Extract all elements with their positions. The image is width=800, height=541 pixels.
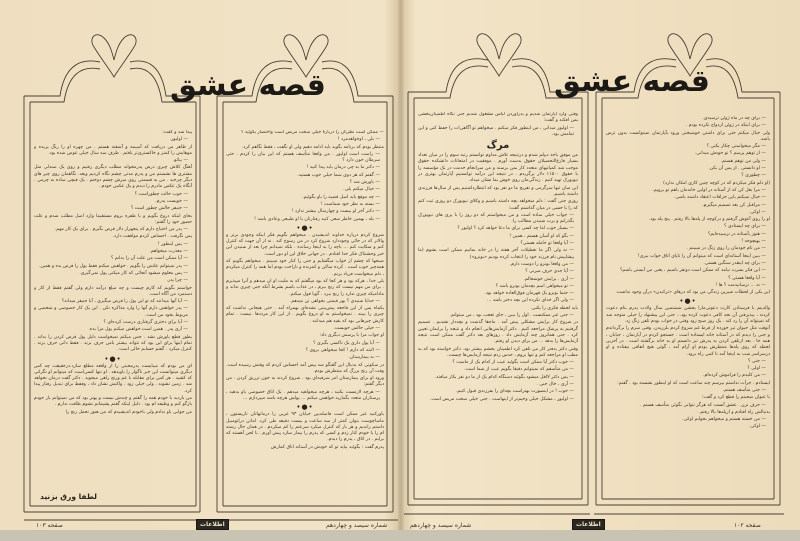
dialogue-line: — جنی ؟ [747,358,766,364]
magazine-logo: ﺍﻃﻼﻋﺎﺕ [572,519,605,530]
dialogue-line: — جنیفر حالش چطور است ؟ [130,206,188,212]
dialogue-line: — پس اینطور ! [157,241,188,247]
dialogue-line: — من کلیدم را فراموش کرده‌ام. [703,373,766,379]
page-number: صفحه ۱۰۳ [36,522,63,529]
dialogue-line: — من متأسفم که نمیتوانم دقیقا بگویم عیب از شما است. [464,367,574,373]
issue-label: شماره سیصد و چهاردهم [326,522,388,529]
page-number: صفحه ۱۰۲ [734,522,761,529]
paragraph: منتظر بودم که برنامه بگوید باید ادامه دهیم ولی او نگفت ، فقط نگاهم کرد. [241,144,384,150]
dialogue-line: — مرا بغل کن که از آستانه در اولین خانه‌مان باهم تو برویم. [652,187,766,193]
paragraph: باورکنید غیر ممکن است فاصله‌بین خیابان ۹۳ غربی را درمانهاتان تاریستون ، ماساچوست بتوان کمتر از سه ساعت و بیست دقیقه طی کرد. اماتن دراتومبیل داشتم راندیم و هر بار که کنترل میکرد سرعتم را کم میکردم . در همان حال رشته ام را با خودم کنار زدم و کسی که پدرم را بیمار سازد پیش آورم . با لحن آهسته که برایم . در اتاق ، پدرم را دیدم. [226,412,384,443]
dialogue-line: — بسیار خوب اما چه کسی برای ما دعا خواهد کرد ؟ اولیور ؟ [457,226,574,232]
paragraph: بطور قطع باورش نشد . حس میکنم نمیخواست دلیل پول قرض کردن را بداند . تمام اینها برای این بود که نتواند بیشتر بامن حرف بزند . فقط دانی حرف بزند . کنترل میکرد . گفتم حسابم خالی است . [34,334,192,353]
dialogue-line: — خدایا شنیدی ؟ بهر قیمتی بخواهی تن میدهم. [289,298,380,304]
paragraph: پیدا شد و گفت: [162,130,192,135]
paragraph: آنوقت مثل حیوان تیر خورده از فرط غم شروع کردم بلرزیدن. وقتی سرم را برگرداندم و جنی را دیدم که در آستانه خانه ایستاده است . جستجو کردم در آپارتمان ، خیابان ، همه جا . بعد ازتلفن کردن به پدرش تیر دانستم او به خانه برگشته است . در آخرین لحظه که روی پله‌ها منتظرش بودم او آرام آمد ، گوئی هیچ اتفاقی نیفتاده و او درسراسر شب به اینجا آمد تا کمی راه برود. [606,326,770,357]
dialogue-line: — جنی متأسف هستم. [722,387,766,393]
magazine-logo: ﺍﻃﻼﻋﺎﺕ [196,519,229,530]
paragraph: ولی خیال میکنم حتی برای داشتن خوشبختی ورود بآپارتمان نمیتوانست بدون ترس باشد. [606,130,770,142]
paragraph: او جواب مرا با پرسش دیگری داد: [319,333,384,339]
dialogue-line: — هنوز بآستانه در نرسیده‌ایم؟ [707,231,766,237]
dialogue-line: — خوب دکتر آیا ممکن است بگوئید عیب از کدام یک از ماست ؟ [452,360,574,366]
paragraph: این میان تنها سرگرمی و تفریح ما دو نفر بود که انتظارداشتیم پس از سال‌ها فرزندی داشته باشیم. [418,185,578,197]
dialogue-line: — اولیور ، مشکل خیلی وخیم‌تر از اینهاست . جنی خیلی سخت مریض است. [429,396,574,402]
paragraph: ایستادم . جرأت نداشتم بپرسم چند ساعت است که او اینطور نشسته بود . گفتم: [617,380,770,386]
dialogue-line: — آیا جدی حرف میزنی ؟ [525,269,574,275]
section-separator: •●• [296,223,314,232]
dialogue-line: — البته که دارم ! کجا میخواهی بروی ؟ [305,347,380,353]
section-separator: •●• [104,354,122,363]
dialogue-line: — بگو که او آسان هستم ، همین ! [509,233,574,239]
paragraph: آهنگ کلاش چیزی درس پدرمخواند مطلب دیگری رفتیم و روی یک صندلی مثل مشتری ها نشستم من و پدرم مدتی چشم نگاه کردیم وبعد. نگاهمان روی چیز های دیگر چرخید . من به قسمتی روی میزش چشم دوختم . یک قیچی ساده به چرمی . آنگاه یک عکس مادرم را دیدم و یک عکس خودم . [34,165,192,190]
dialogue-line: — بهیچوجه ! [741,239,766,245]
dialogue-line: — من واقعا بونزو را دوست دارم. [509,261,574,267]
dialogue-line: — آیا ممکن است من علت آن را بدانم ؟ [110,256,188,262]
dialogue-line: — اوکی. [748,209,766,215]
dialogue-line: — اولیور. [169,137,188,143]
paragraph: این یکی از لحظات شیرین زندگی من بود که درهای «ترکیدن» درآن وجود نداشت. [615,290,770,296]
dialogue-line: — تو میخواهی اسم بچه‌مان بونزو باشد ؟ [495,283,574,289]
dialogue-line: — چطوری ؟ [741,173,766,179]
dialogue-line: — خیال نمیکنم باین خرافات اعتقاد داشته باشی. [673,195,766,201]
dialogue-line: — آری ، حال جنی . [536,381,574,387]
paragraph: در شروع کار برایش مشکلی پیش آمد . ماه‌ها گذشت و بچه‌دار نشدیم . تصمیم گرفتیم به پزشک مراجعه کنیم . دکتر آزمایش‌هایی انجام داد و نتیجه را برایمان تعیین کرد . جنی همانروز چند آزمایش داد . روزهای بعد دکتر گفت ممکن است نتیجه آزمایش‌ها را بدهد ... من برای دیدن او رفتم. [418,320,578,345]
paragraph: بلی خدا ، هرکه بود و هر کجا که بود میگفتم که به ملیت او ان میدهم و آنرا میپذیرم . برای من مهم نیست که رنج ببرم ، در عذاب باشم بشرط آنکه جنی چیزی نداند و مادامیکه چیزی ندارد را رنج ببرد . گویا قول میکنم. [226,278,384,297]
paragraph: او را روی آغوش گرفتم و درکوچه از پله‌ها بالا رفتم . پنج پله بود. [648,217,770,223]
dialogue-line: — خوب حالت چطوراست ؟ [134,191,188,197]
dialogue-line: — پس دکتر لااقل میشود بگوئید دستگاه کدام یک از ما دو نفر بکار میافتد. [434,374,574,380]
continue-label: لطفا ورق بزنید [40,492,97,501]
right-page-column-b [606,116,770,498]
dialogue-line: — حتما بونزو یک قهرمان فوق‌العاده خواهد بود. [484,291,574,297]
dialogue-line: — از توهم پرسم ؟ تو خودش میدانی. [694,151,766,157]
dialogue-line: — این فکر بسرت نیامد که ممکن است دوتفر باشیم ، یعنی من آبستن باشم؟ [619,268,766,274]
paragraph: باید لحظه فکری را بکنی. [530,305,578,311]
paragraph: (او دلم فکر میکردم که در کوچه چنین کاری امکان ندارد) [663,180,770,186]
dialogue-line: — آری پدر . همین است.خواهش میکنم پول مرا بده. [88,327,188,333]
paragraph: خواستم بگویم که کارم چیست و چه مبلغ درآمد دارم ولی گفتم فقط از کار و دستمزد من آگاه است. [34,285,192,297]
dialogue-line: — بسته به نظر خود شماست ! [320,201,380,207]
paragraph: بجای اینکه دروغ بگویم و با طفره بروم مستقیما وارد اصل مطلب شدم و علت حضور خود را گفتم: [34,213,192,225]
section-separator: •●• [679,297,697,306]
dialogue-line: — برای چه اینقدر سنگین هستی. [703,260,766,266]
dialogue-line: — او دانستی . از پس آن بکن. [708,166,766,172]
paragraph: — ممکن است نظرتان را دربارهٔ خیلی سخت مریض است واختصار بگوئید ؟ [240,130,384,135]
right-page [400,0,800,530]
dialogue-line: — خیال میکنم بلی. [343,187,380,193]
paragraph: با عنوان صحبتم را قطع کرد و گفت: [701,395,770,401]
dialogue-line: — بلی ، اوخواهدمرد ! [337,137,380,143]
right-page-title: قصه عشق [554,64,710,99]
dialogue-line: — آیا واقعا هستی ؟ [728,275,766,281]
dialogue-line: — آری . برایش خوشحالم. [523,276,574,282]
dialogue-line: — خوب ! در اینصورت بهتراست بچه‌ای را بفرزندی قبول کنیم. [455,389,574,395]
paragraph: ای من بودم که میبایست پدرمحبتی را از واقعه مطلع سازد.درحقیقت چه کس دیگری میتوانست این خبر ناگوار را باوبدهد . او تنها کسی‌است که میتوانم او نگرانی که کشید . هر کس برای مقابله با غم ورنج راهی میجوید . دکتر گفت درمان نخواهد شد . زمین نشوند . ولی خیلی زود . واکنش نشان داد ، وفقط برای تبدیل رفتار پیدا کرد. [34,363,192,394]
paragraph: من جوابی باو ندادم ولی باخودم اندیشیدم که من هنوز تحمل رنج را [65,409,192,415]
dialogue-line: — نه ... ترسانیدمت ؟ ها ! [715,282,766,288]
paragraph: یکماه پس از این فاجعه پیش‌بینی نشده‌ای بهمراه آمد . حتی هیجانی نداشت که چیزی را ببیند . نمیخواستم به او دروغ بگویم . از این کار مرددها .نیست . تمام کارش چیزهایی بود که بقیه هم میدانند . [226,306,384,324]
paragraph: وقتی وارد آپارتمان شدیم و بدرآوردن لباس مشغول شدیم جنی نگاه اطمینان‌بخشی بمن افکند و گفت: [418,112,578,124]
right-page-column-a [418,112,578,498]
dialogue-line: — آیا پول داری یک تاکسی بگیری ؟ [313,340,380,346]
dialogue-line: — گفتم که هر دوی شما خیلی خوب هستید. [297,172,380,178]
paragraph: من موفق باخذ دیپلم شدم و درنتیجه تلاش مداوم توانستم رتبه سوم را در میان تعداد بسیار فارغ‌التحصیلان حقوق بدست آورم . موفقیت در امتحانات دانشکده حقوق موجب شد کمپانیهای متعدد کار بمن برسند و من سرانجام خدمت در یک مؤسسه را با حقوق ۱۱۵۰۰ دلار برگزیدم . در نتیجه این درآمد توانستیم آپارتمان بهتری در نیویورک تهیه کنیم . زندگی‌مان روی خوش بما نشان میداد. [418,153,578,184]
left-page-title: قصه عشق [170,68,326,103]
dialogue-line: — برای چه ایستادی ؟ [724,224,766,230]
paragraph: ورود او برای بیمارستان امر شرفیه‌ای بود . شروع کردند به خون تزریق کردن . من دیگر گفتم: [226,376,384,388]
dialogue-line: — آیا برای دختری گرفتاری درست کرده‌ای ؟ [103,320,188,326]
section-separator: •●• [296,403,314,412]
dialogue-line: — من نام خودمان را روی زنگ در میبینم . [686,246,766,252]
dialogue-line: — برای چه در ماه ژوئن ترسیدی. [702,116,766,121]
paragraph: صبحها که چشم از خواب میگشایم و جنی را کنار خود میبینم . میخواهم بگویم که همه‌چیز خوب است . کرده ساکن و کمرنده و ناراحت بودم اما همه را کنترل میکردم ، دلم میخواست فریاد بزنم. [226,259,384,277]
dialogue-line: — نه ولی اگر ما تعطیلات آخر هفته را در خانه بمانیم ممکن است بشوم (ما پیشاپیش نام فرزند خود را انتخاب کرده بودیم «بونزو») [418,248,574,260]
dialogue-line: — من خسته هستم و میخواهم بخوابم اوکی. [682,417,766,423]
dialogue-line: — خوبست پدرم. [155,198,188,204]
dialogue-line: — پس معلوم میشود آنجائی که کار میکنی پول نمی‌گیری. [79,270,188,276]
dialogue-line: — پدر خواهش دارم آنها را وارد مذاکره نکن . این یک کار خصوصی و شخصی و مربوط بخود من است. [34,306,188,318]
dialogue-line: — آیا آنها میدانند که تو این پول را قرض میگیری ، آیا جنیفر میداند؟ [61,299,188,305]
dialogue-line: — چه موقع باید اصل قضیه را باو بگوئیم. [302,194,380,200]
paragraph: بدنبالش راه افتادم و ازپله‌ها بالا رفتم . [697,409,770,415]
dialogue-line: — اولیور میدانی ، من اینطور فکر میکنم . میخواهم تو آگاهی‌ات را حفظ کنی و این تمامش بود. [418,125,574,137]
paragraph: پدرم گفت : بگوئید بیاید تو که خودش در آستانه اتاق کمارش [270,444,384,450]
dialogue-line: — پدر من احتیاج دارم که پنجهزار دلار قرض بگیرم . برای یک کار مهم. [54,227,188,233]
paragraph: شروع کردم درباره خداوند اندیشیدن . میخواهم بگویم فکر اینکه وجودی برتر و والاتر که در جائی وجوددارد شروع کرد در من رسوخ کند . نه از آن جهت که کنترل کنم و شکایت کنم ... باچه را به اینجا رسانده . بلکه نمیدانم چرا بعد از شنیدن این خبر وحشتناک فکر خدا افتادم . در جهانی خلاق این او دور است. [226,232,384,257]
issue-label: شماره سیصد و چهاردهم [410,522,472,529]
dialogue-line: — هرچه لازمست بکنید ، هرچه میخواهید میدهم . یک اتاق خصوصی باو بدهید ، پرستاران متعدد بگمارید.خواهش میکنم ... پولش هرچه باشد میپردازم ... [226,389,380,401]
dialogue-line: — خیلی حالش خوبست. [333,326,380,332]
paragraph: وقتی دکتر بدفتر کار من تلفن کرد اطمینان بخشم بیشتر بود. دکتر خواسته بود که به مطب او مراجعه کنم و تنها بروم ، حدس زدم نتیجه آزمایش‌ها چیست. [418,346,578,358]
dialogue-line: — حرف نزن . عشق آنست که هرگز نتوانی بگوئی متأسف هستم . [639,402,766,408]
dialogue-line: — دکتر ما به چی درمان باید پیدا کنید ! [306,165,380,171]
dialogue-line: — باورش شد ؟ [349,180,380,186]
dialogue-line: — به بیمارستان. [348,355,380,361]
paragraph: پس نگرفت . احساس کردم موافقت دارد. [112,234,192,240]
dialogue-line: — جواب خیلی ساده است و من میخواستم که دو روز را با پری های نیویورک بگذرانم و برت شنیدن مطالب را. [418,212,574,225]
dialogue-line: — جنی غیر ممکنست . اول را ببین ، جای تعجب بود ، من میتوانم. [449,313,574,319]
dialogue-line: — اوکی. [748,424,766,430]
dialogue-line: — دکتر آخر او بیست و چهارسال بیشتر ندارد ! [291,209,380,215]
dialogue-line: — مراقبل کن بعد تصمیم میگیرم. [702,202,766,208]
dialogue-line: — برای اینکه در ژوئن ازدواج نکرده بودم . [685,123,766,129]
paragraph: از ظاهر من دریافت که آسیمه و آشفته هستم . من چهره او را رنگ پریده و موهایش را کمتر و خاکستری‌تر یافتم . ظرف سه سال خیلی عوض شده بود. [34,144,192,156]
paragraph: در سکوتی که بدنبال این گفتگو شد پیش آمد احساس کردم که وقتش رسیده است. وقت آن رنج بزرگ که منتظرش بودم. [226,362,384,374]
paragraph: والدینم با فرستادن کارت دعوتی‌مارا بجشن شصتمین سال ولادت پدرم بنام دعوت کردند ، بپذیرفتن آن بحد کافی دعوت کرده بود... جنی این پیشنهاد را خیلی متوجه شد که نمیتواند آن را رد کند . یک روز صبح زود وقتی در خواب بودم تلفن زنگ زد. [606,306,770,325]
dialogue-line: — ولی من توهم هستم. [720,158,766,164]
dialogue-line: — چرا پدر. [166,278,188,284]
paragraph: من بازدید با خودم همه را گفتم و چندش نیست و بهتر بود که من نمیتوانم بار خودم بازگو کنم و وظیفه ام بود . دلیل اینکه گفتم پشیمانم نشوم طاقت ندارم . [34,395,192,408]
left-page-column-b [34,130,192,468]
dialogue-line: — بیائو. [172,158,188,164]
left-page [0,0,400,530]
dialogue-line: — آیا واقعا تو حامله هستی؟ [520,241,574,247]
scan-edge [0,530,800,541]
dialogue-line: — مگر میخواستی چکار بکنی ؟ [706,144,766,150]
dialogue-line: — معذرت میخواهم. [149,249,188,255]
dialogue-line: — اولی ؟ [747,366,766,372]
dialogue-line: — بله ، بهمین خاطر سعی کنید رفتارتان با او طبیعی وعادی باشد ! [254,216,380,222]
dialogue-line: — ببین اینجا آستانه‌ای است که میتوانم آن را تاپای اتاق خواب ببری! [637,253,766,259]
column-a-paragraphs [226,130,384,223]
dialogue-line: — راست است اولیور . من واقعا متأسف هستم که این بیان را کردم . حتی سرطان خون دارد ؟ [226,151,380,164]
dialogue-line: — پدر نمیتوانم علتش را بگویم . خواهش میکنم فقط پول را قرض بده و همین. [38,263,188,269]
left-page-column-a [226,130,384,506]
dialogue-line: — ولی اگر خدای نکرده این بچه دختر باشد ... [487,298,574,304]
section-subheading: مرگ [486,140,510,152]
paragraph: روزی جنی گفت : دلم میخواهد بچه داشته باشیم و وکلای نیویورک دو روزی ثبت کنم که را با حسی در میان گذاشتم گفت: [418,199,578,211]
